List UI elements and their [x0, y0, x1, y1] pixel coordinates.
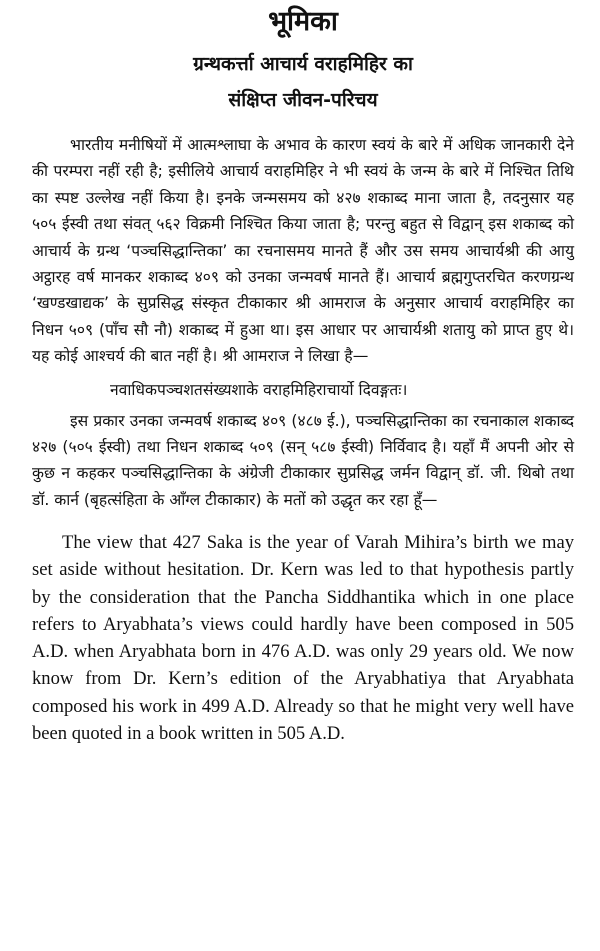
hindi-paragraph-1: भारतीय मनीषियों में आत्मश्लाघा के अभाव के कारण स्वयं के बारे में अधिक जानकारी देने की परम्परा नहीं रही है; इसीलिये आचार्य वराहमिहिर ने भी स्वयं के जन्म के बारे में निश्चित तिथि का स्पष्ट उल्लेख नहीं किया है। इनके जन्मसमय को ४२७ शकाब्द माना जाता है, तदनुसार यह ५०५ ईस्वी तथा संवत् ५६२ विक्रमी निश्चित किया जाता है; परन्तु बहुत से विद्वान् इस शकाब्द को आचार्य के ग्रन्थ ‘पञ्चसिद्धान्तिका’ का रचनासमय मानते हैं और उस समय आचार्यश्री की आयु अट्ठारह वर्ष मानकर शकाब्द ४०९ को उनका जन्मवर्ष मानते हैं। आचार्य ब्रह्मगुप्तरचित करणग्रन्थ ‘खण्डखाद्यक’ के सुप्रसिद्ध संस्कृत टीकाकार श्री आमराज के अनुसार आचार्य वराहमिहिर का निधन ५०९ (पाँच सौ नौ) शकाब्द में हुआ था। इस आधार पर आचार्यश्री शतायु को प्राप्त हुए थे। यह कोई आश्चर्य की बात नहीं है। श्री आमराज ने लिखा है—	[32, 136, 574, 366]
sanskrit-verse: नवाधिकपञ्चशतसंख्यशाके वराहमिहिराचार्यो दिवङ्गतः।	[110, 380, 408, 399]
page-title: भूमिका	[268, 6, 338, 37]
english-quote-paragraph: The view that 427 Saka is the year of Varah Mihira’s birth we may set aside without hesitation. Dr. Kern was led to that hypothesis partly by the consideration that the Pancha Siddhantika which in one place refers to Aryabhata’s views could hardly have been composed in 505 A.D. when Aryabhata born in 476 A.D. was only 29 years old. We now know from Dr. Kern’s edition of the Aryabhatiya that Aryabhata composed his work in 499 A.D. Already so that he might very well have been quoted in a book written in 505 A.D.	[32, 532, 574, 744]
hindi-paragraph-2: इस प्रकार उनका जन्मवर्ष शकाब्द ४०९ (४८७ ई.), पञ्चसिद्धान्तिका का रचनाकाल शकाब्द ४२७ (५०५ ईस्वी) तथा निधन शकाब्द ५०९ (सन् ५८७ ईस्वी) निर्विवाद है। यहाँ मैं अपनी ओर से कुछ न कहकर पञ्चसिद्धान्तिका के अंग्रेजी टीकाकार सुप्रसिद्ध जर्मन विद्वान् डॉ. जी. थिबो तथा डॉ. कार्न (बृहत्संहिता के आँग्ल टीकाकार) के मतों को उद्धृत कर रहा हूँ—	[32, 411, 574, 509]
subtitle-line-1: ग्रन्थकर्त्ता आचार्य वराहमिहिर का	[193, 53, 413, 75]
subtitle-line-2: संक्षिप्त जीवन-परिचय	[228, 89, 378, 111]
